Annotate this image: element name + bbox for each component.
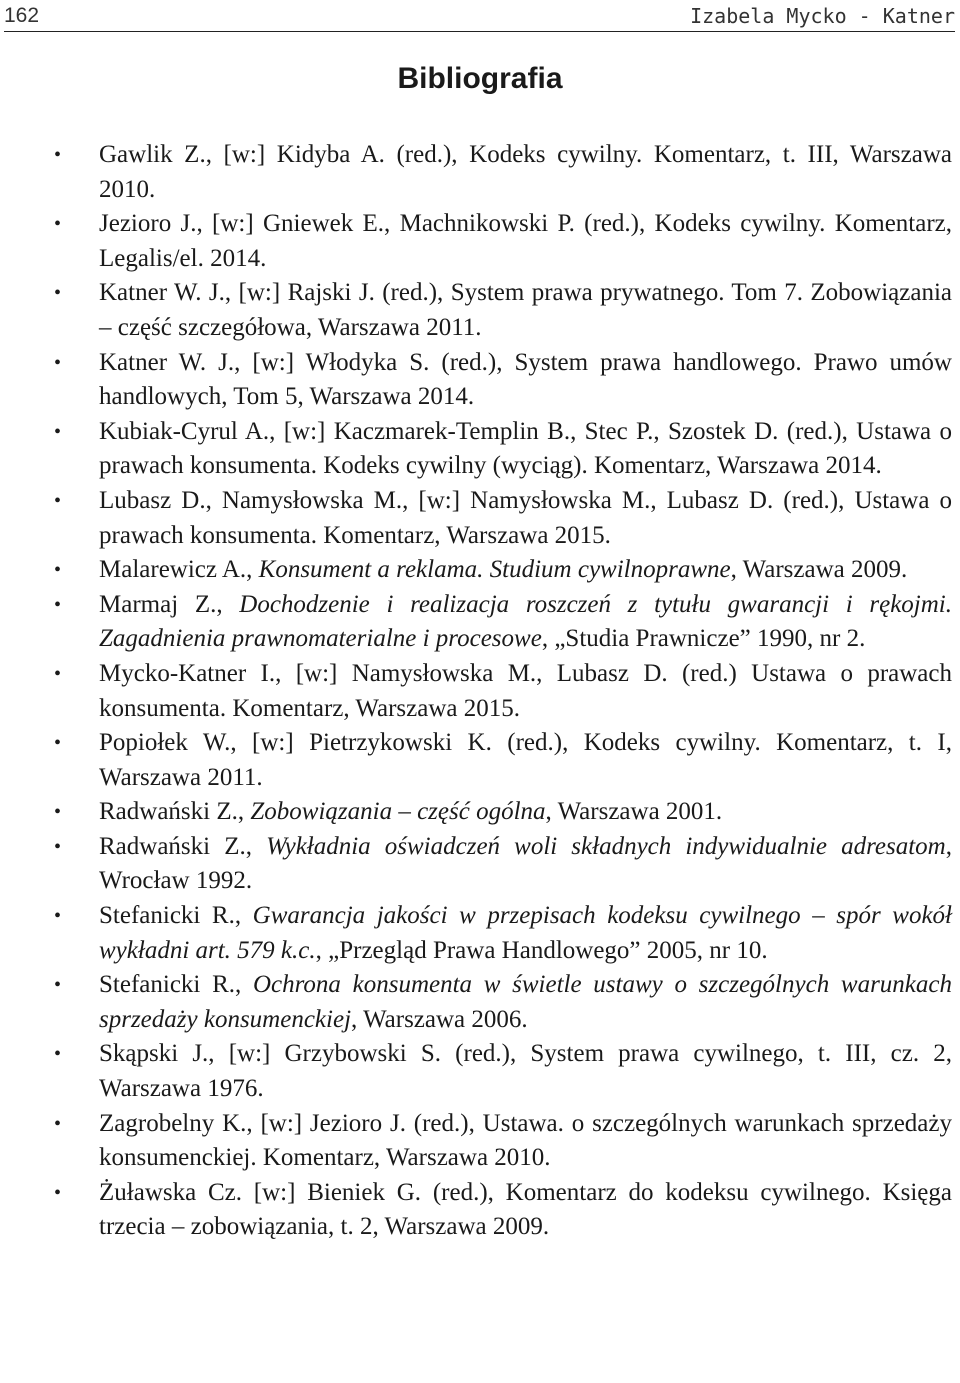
bullet-icon: • <box>54 662 62 685</box>
entry-text: , „Przegląd Prawa Handlowego” 2005, nr 10. <box>315 936 768 964</box>
entry-text: , „Studia Prawnicze” 1990, nr 2. <box>541 625 866 653</box>
bibliography-entry <box>0 968 960 1037</box>
bullet-icon: • <box>54 144 62 166</box>
bullet-icon: • <box>54 974 62 997</box>
bullet-icon: • <box>54 1181 62 1204</box>
entry-text: Stefanicki R., <box>99 902 253 930</box>
entry-title-italic: Konsument a reklama. Studium cywilnoprawne <box>258 556 731 584</box>
entry-text: Popiołek W., [w:] Pietrzykowski K. (red.), Kodeks cywilny. Komentarz, t. I, Warszawa 2011. <box>99 729 952 791</box>
bullet-icon: • <box>54 213 62 236</box>
entry-text: Marmaj Z., <box>99 590 240 618</box>
entry-text: , Warszawa 2009. <box>730 556 908 584</box>
entry-text: , Warszawa 2006. <box>351 1005 528 1033</box>
entry-text: Lubasz D., Namysłowska M., [w:] Namysłowska M., Lubasz D. (red.), Ustawa o prawach konsumenta. Komentarz, Warszawa 2015. <box>99 486 952 549</box>
bibliography-entry <box>0 1176 960 1245</box>
entry-title-italic: Gwarancja jakości w przepisach kodeksu cywilnego – spór wokół wykładni art. 579 k.c. <box>99 902 952 964</box>
bullet-icon: • <box>54 1112 62 1135</box>
bibliography-entry <box>0 726 960 795</box>
bullet-icon: • <box>54 801 62 824</box>
bullet-icon: • <box>54 282 62 305</box>
entry-title-italic: Zobowiązania – część ogólna <box>250 798 546 826</box>
bullet-icon: • <box>54 593 62 616</box>
entry-text: Jezioro J., [w:] Gniewek E., Machnikowski P. (red.), Kodeks cywilny. Komentarz, Legalis/el. 2014. <box>99 210 952 272</box>
bullet-icon: • <box>54 1043 62 1066</box>
entry-title-italic: Ochrona konsumenta w świetle ustawy o szczególnych warunkach sprzedaży konsumenckiej <box>99 971 953 1033</box>
entry-title-italic: Dochodzenie i realizacja roszczeń z tytułu gwarancji i rękojmi. Zagadnienia prawnomaterialne i procesowe <box>99 590 952 653</box>
entry-text: Mycko-Katner I., [w:] Namysłowska M., Lubasz D. (red.) Ustawa o prawach konsumenta. Komentarz, Warszawa 2015. <box>99 659 952 722</box>
bullet-icon: • <box>54 351 62 374</box>
bibliography-entry <box>0 138 960 207</box>
entry-text: Radwański Z., <box>99 832 267 860</box>
bullet-icon: • <box>54 732 62 755</box>
running-author: Izabela Mycko - Katner <box>690 4 955 28</box>
entry-text: Stefanicki R., <box>99 971 253 999</box>
page-number: 162 <box>4 4 40 27</box>
bullet-icon: • <box>54 559 62 582</box>
bibliography-entry <box>0 415 960 484</box>
bullet-icon: • <box>54 420 62 443</box>
entry-text: Katner W. J., [w:] Włodyka S. (red.), System prawa handlowego. Prawo umów handlowych, Tom 5, Warszawa 2014. <box>99 348 952 411</box>
bibliography-entry <box>0 1037 960 1106</box>
entry-text: Zagrobelny K., [w:] Jezioro J. (red.), Ustawa. o szczególnych warunkach sprzedaży konsumenckiej. Komentarz, Warszawa 2010. <box>99 1109 952 1172</box>
section-title: Bibliografia <box>397 62 563 95</box>
entry-text: Żuławska Cz. [w:] Bieniek G. (red.), Komentarz do kodeksu cywilnego. Księga trzecia – zobowiązania, t. 2, Warszawa 2009. <box>99 1178 952 1241</box>
bibliography-entry <box>0 795 960 830</box>
entry-text: Kubiak-Cyrul A., [w:] Kaczmarek-Templin B., Stec P., Szostek D. (red.), Ustawa o prawach konsumenta. Kodeks cywilny (wyciąg). Komentarz, Warszawa 2014. <box>99 417 952 480</box>
entry-text: , Warszawa 2001. <box>545 798 723 826</box>
bibliography-entry <box>0 276 960 345</box>
bibliography-entry <box>0 588 960 657</box>
entry-text: , Wrocław 1992. <box>99 832 952 895</box>
bibliography-entry <box>0 207 960 276</box>
bibliography-entry <box>0 553 960 588</box>
running-header <box>4 0 955 32</box>
bibliography-entry <box>0 484 960 553</box>
entry-text: Katner W. J., [w:] Rajski J. (red.), System prawa prywatnego. Tom 7. Zobowiązania – część szczegółowa, Warszawa 2011. <box>99 279 952 341</box>
entry-text: Radwański Z., <box>99 798 251 826</box>
entry-text: Gawlik Z., [w:] Kidyba A. (red.), Kodeks cywilny. Komentarz, t. III, Warszawa 2010. <box>99 141 952 203</box>
bullet-icon: • <box>54 835 62 858</box>
entry-text: Malarewicz A., <box>99 556 259 584</box>
entry-text: Skąpski J., [w:] Grzybowski S. (red.), System prawa cywilnego, t. III, cz. 2, Warszawa 1976. <box>99 1040 952 1103</box>
bibliography-entry <box>0 1107 960 1176</box>
entry-title-italic: Wykładnia oświadczeń woli składnych indywidualnie adresatom <box>266 832 946 860</box>
bibliography-entry <box>0 346 960 415</box>
bibliography-entry <box>0 830 960 899</box>
bullet-icon: • <box>54 489 62 512</box>
bullet-icon: • <box>54 905 62 928</box>
bibliography-entry <box>0 899 960 968</box>
bibliography-list <box>0 138 960 1245</box>
bibliography-entry <box>0 657 960 726</box>
